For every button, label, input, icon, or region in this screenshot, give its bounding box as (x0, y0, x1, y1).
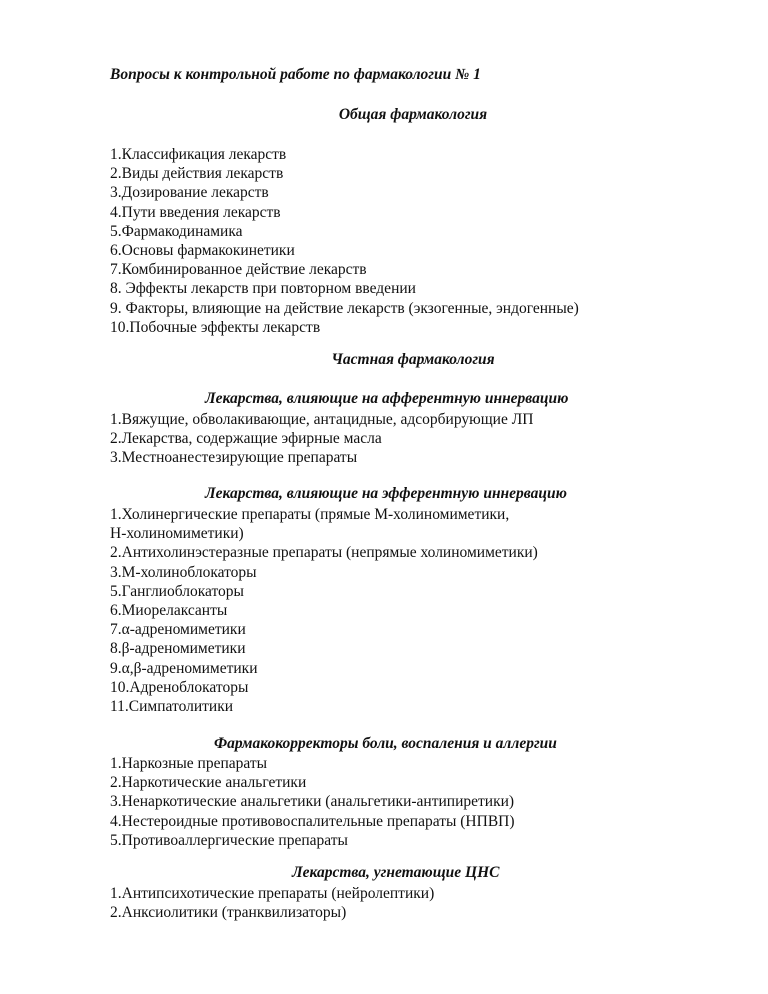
list-item: 3.Ненаркотические анальгетики (анальгетики-антипиретики) (110, 793, 515, 811)
cns-question-list (110, 884, 434, 922)
subheading-cns: Лекарства, угнетающие ЦНС (292, 864, 500, 881)
list-item: 2.Наркотические анальгетики (110, 774, 307, 792)
list-item: 10.Адреноблокаторы (110, 678, 249, 696)
afferent-question-list (110, 410, 533, 468)
list-item: 9.α,β-адреномиметики (110, 659, 258, 677)
list-item: 1.Антипсихотические препараты (нейролептики) (110, 885, 435, 902)
subheading-efferent: Лекарства, влияющие на эфферентную иннервацию (205, 485, 567, 502)
list-item: 1.Наркозные препараты (110, 755, 268, 772)
subheading-pain: Фармакокорректоры боли, воспаления и аллергии (214, 735, 557, 752)
list-item: 3.Местноанестезирующие препараты (110, 449, 358, 467)
document-title: Вопросы к контрольной работе по фармакологии № 1 (110, 66, 481, 83)
list-item: 7.α-адреномиметики (110, 621, 246, 639)
list-item: 1.Классификация лекарств (110, 146, 287, 163)
list-item: 5.Фармакодинамика (110, 222, 243, 240)
list-item: 11.Симпатолитики (110, 698, 234, 716)
list-item: 5.Противоаллергические препараты (110, 831, 348, 849)
list-item: 1.Холинергические препараты (прямые М-холиномиметики, (110, 506, 510, 523)
list-item: 2.Лекарства, содержащие эфирные масла (110, 430, 382, 448)
list-item: 6.Миорелаксанты (110, 602, 228, 620)
list-item: 4.Нестероидные противовоспалительные препараты (НПВП) (110, 812, 515, 830)
list-item: Н-холиномиметики) (110, 525, 244, 543)
list-item: 8.β-адреномиметики (110, 640, 246, 658)
list-item: 10.Побочные эффекты лекарств (110, 318, 321, 336)
pain-question-list (110, 754, 515, 850)
list-item: 2.Анксиолитики (транквилизаторы) (110, 904, 347, 922)
list-item: 2.Антихолинэстеразные препараты (непрямые холиномиметики) (110, 544, 538, 562)
list-item: 8. Эффекты лекарств при повторном введении (110, 280, 416, 298)
list-item: 3.Дозирование лекарств (110, 184, 269, 202)
subheading-afferent: Лекарства, влияющие на афферентную иннервацию (205, 390, 569, 407)
list-item: 5.Ганглиоблокаторы (110, 582, 244, 600)
list-item: 3.М-холиноблокаторы (110, 563, 257, 581)
list-item: 7.Комбинированное действие лекарств (110, 261, 367, 279)
section-heading-general: Общая фармакология (338, 106, 488, 123)
general-question-list (110, 145, 579, 337)
section-heading-special: Частная фармакология (331, 351, 495, 368)
list-item: 9. Факторы, влияющие на действие лекарств (экзогенные, эндогенные) (110, 299, 579, 317)
list-item: 4.Пути введения лекарств (110, 203, 281, 221)
list-item: 6.Основы фармакокинетики (110, 242, 295, 260)
list-item: 1.Вяжущие, обволакивающие, антацидные, адсорбирующие ЛП (110, 411, 534, 428)
list-item: 2.Виды действия лекарств (110, 165, 284, 183)
efferent-question-list (110, 505, 538, 716)
